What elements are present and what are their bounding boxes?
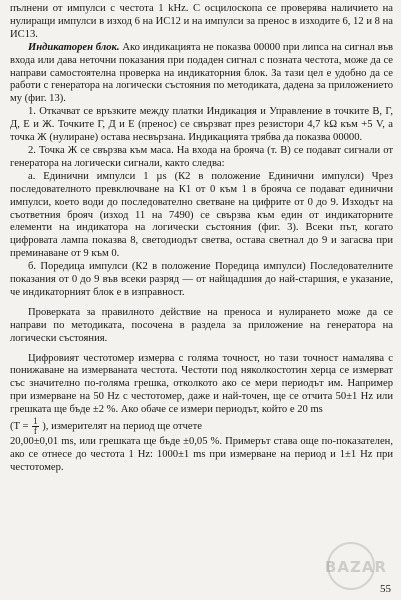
- fraction-denominator: f: [33, 426, 37, 437]
- document-page: [10, 3, 393, 475]
- paragraph-carry-check: Проверката за правилното действие на преноса и нулирането може да се направи по методиката, посочена в раздела за приложение на генератора на логически състояния.: [10, 306, 393, 344]
- paragraph-frequency-meter: Цифровият честотомер измерва с голяма точност, но тази точност намалява с понижаване на измерваната честота. Честоти под няколкостотин херца се измерват със значително по-голяма грешка, отколкото ако се мери периодът им. Например при измерване на 50 Hz с честотомер, даже и най-точен, ще се отчита 50±1 Hz или грешката ще бъде ±2 %. Ако обаче се измери периодът, който е 20 ms: [10, 352, 393, 416]
- watermark-text: BAZAR: [324, 558, 387, 576]
- paragraph-step-2: 2. Точка Ж се свързва към маса. На входа на брояча (т. В) се подават сигнали от генератора на логически сигнали, както следва:: [10, 144, 393, 169]
- formula-lhs: (T =: [10, 421, 29, 433]
- paragraph-step-b: б. Поредица импулси (К2 в положение Поредица импулси) Последователните показания от 0 до 9 във всеки разряд — от найщадшия до най-старшия, е указание, че индикаторният блок е в изправност.: [10, 261, 393, 298]
- formula-rhs: ), измерителят на период ще отчете: [42, 421, 202, 433]
- paragraph-step-a: а. Единични импулси 1 µs (К2 в положение Единични импулси) Чрез последователното превключване на К1 от 0 към 1 в брояча се подават единични импулси, което води до последователно светване на цифрите от 0 до 9. Изходът на съответния брояч (изход 11 на 7490) се свързва към един от индикаторните елементи на индикатора на логически състояния (фиг. 3). Всеки път, когато цифровата лампа показва 8, светодиодът светва, остава светнал до 9 и загасва при преминаване от 9 към 0.: [10, 170, 393, 260]
- page-number: 55: [380, 583, 391, 595]
- paragraph-closing: 20,00±0,01 ms, или грешката ще бъде ±0,05 %. Примерът става още по-показателен, ако се отнесе до честота 1 Hz: 1000±1 ms при измерване на период и 1±1 Hz при честотомер.: [10, 436, 393, 473]
- paragraph-step-1: 1. Откачват се връзките между платки Индикация и Управление в точките В, Г, Д, Е и Ж. Точките Г, Д и Е (пренос) се свързват през резистори 4,7 kΩ към +5 V, а точка Ж (нулиране) остава несвързана. Индикацията трябва да показва 00000.: [10, 106, 393, 144]
- fraction-numerator: 1: [33, 416, 38, 427]
- paragraph-intro: пълнени от импулси с честота 1 kHz. С осцилоскопа се проверява наличието на нулиращи импулси в изход 6 на ИС12 и на импулси за пренос в изходите 6, 12 и 8 на ИС13.: [10, 3, 393, 40]
- formula-line: [10, 417, 393, 436]
- paragraph-indicator-text: Ако индикацията не показва 00000 при липса на сигнал във входа или дава неточни показания при подаден сигнал с позната честота, може да се направи самостоятелна проверка на индикаторния блок. За тази цел е удобно да се работи с генератора на логически състояния по методиката, дадена за приложението му (фиг. 13).: [10, 41, 393, 105]
- section-heading: Индикаторен блок.: [28, 41, 120, 53]
- formula-fraction: [32, 417, 39, 436]
- paragraph-indicator-block: [10, 42, 393, 107]
